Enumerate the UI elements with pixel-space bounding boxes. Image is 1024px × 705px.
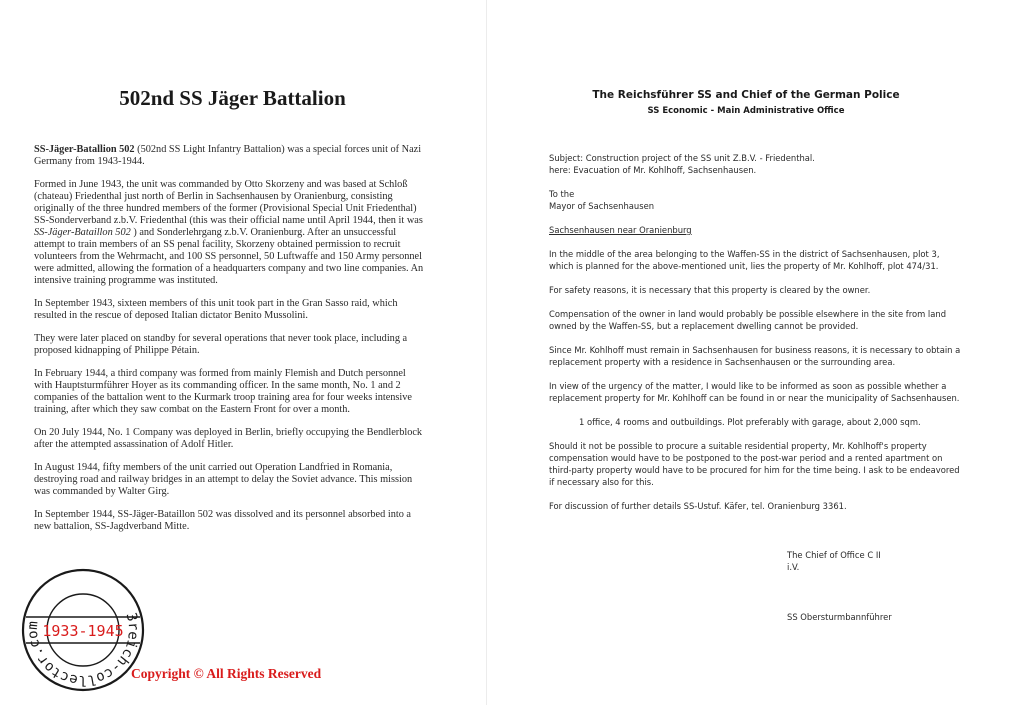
stamp-ring-text: 3reich-collector.com [24, 611, 142, 689]
letter-paragraph-2: For safety reasons, it is necessary that this property is cleared by the owner. [549, 285, 871, 295]
letterhead-subtitle: SS Economic - Main Administrative Office [647, 106, 845, 116]
letter-paragraph-6: Should it not be possible to procure a suitable residential property, Mr. Kohlhoff's property compensation would have to be postponed to the post-war period and a rented apartment on third-party property would have to be procured for him for the time being. I ask to be endeavored if necessary also for this. [549, 441, 960, 487]
letterhead-title: The Reichsführer SS and Chief of the German Police [592, 89, 900, 101]
left-page [0, 0, 486, 705]
letter-body [549, 152, 964, 524]
paragraph-third-company: In February 1944, a third company was formed from mainly Flemish and Dutch personnel with Hauptsturmführer Hoyer as its commanding officer. In the same month, No. 1 and 2 companies of the battalion went to the Kurmark troop training area for four weeks intensive training, after which they saw combat on the Eastern Front for over a month. [34, 368, 413, 415]
paragraph-dissolved: In September 1944, SS-Jäger-Bataillon 502 was dissolved and its personnel absorbed into a new battalion, SS-Jagdverband Mitte. [34, 509, 411, 532]
paragraph-landfried: In August 1944, fifty members of the unit carried out Operation Landfried in Romania, destroying road and railway bridges in an attempt to delay the Soviet advance. This mission was commanded by Walter Girg. [34, 462, 413, 497]
article-body [34, 144, 426, 544]
unit-name: SS-Jäger-Batallion 502 [34, 144, 135, 155]
page-title: 502nd SS Jäger Battalion [119, 86, 346, 110]
copyright-notice: Copyright © All Rights Reserved [131, 666, 322, 681]
paragraph-intro: SS-Jäger-Batallion 502 (502nd SS Light Infantry Battalion) was a special forces unit of Nazi Germany from 1943-1944. [34, 144, 422, 167]
letter-requirements: 1 office, 4 rooms and outbuildings. Plot preferably with garage, about 2,000 sqm. [579, 417, 921, 427]
paragraph-berlin: On 20 July 1944, No. 1 Company was deployed in Berlin, briefly occupying the Bendlerblock after the attempted assassination of Adolf Hitler. [34, 427, 423, 450]
letter-place: Sachsenhausen near Oranienburg [549, 225, 692, 235]
letter-paragraph-5: In view of the urgency of the matter, I would like to be informed as soon as possible whether a replacement property for Mr. Kohlhoff can be found in or near the municipality of Sachsenhausen. [549, 381, 960, 403]
letterhead [487, 89, 1005, 116]
stamp-years: 1933-1945 [42, 622, 124, 640]
collector-stamp-icon [20, 567, 146, 693]
paragraph-formation: Formed in June 1943, the unit was commanded by Otto Skorzeny and was based at Schloß (chateau) Friedenthal just north of Berlin in Sachsenhausen by Oranienburg, consisting originally of the three hundred members of the former (Provisional Special Unit Friedenthal) SS-Sonderverband z.b.V. Friedenthal (this was their official name until April 1944, then it was SS-Jäger-Bataillon 502 ) and Sonderlehrgang z.b.V. Oranienburg. After an unsuccessful attempt to train members of an SS penal facility, Skorzeny obtained permission to recruit volunteers from the Wehrmacht, and 100 SS personnel, 50 Luftwaffe and 150 Army personnel were admitted, allowing the formation of a headquarters company and two line companies. An intensive training programme was instituted. [34, 179, 424, 286]
right-page [486, 0, 1024, 705]
letter-subject: Subject: Construction project of the SS unit Z.B.V. - Friedenthal. here: Evacuation of Mr. Kohlhoff, Sachsenhausen. [549, 153, 815, 175]
paragraph-gran-sasso: In September 1943, sixteen members of this unit took part in the Gran Sasso raid, which resulted in the rescue of deposed Italian dictator Benito Mussolini. [34, 298, 398, 321]
letter-paragraph-1: In the middle of the area belonging to the Waffen-SS in the district of Sachsenhausen, plot 3, which is planned for the above-mentioned unit, lies the property of Mr. Kohlhoff, plot 474/31. [549, 249, 940, 271]
paragraph-standby: They were later placed on standby for several operations that never took place, including a proposed kidnapping of Philippe Pétain. [34, 333, 408, 356]
signature-rank: SS Obersturmbannführer [787, 612, 892, 622]
letter-paragraph-3: Compensation of the owner in land would probably be possible elsewhere in the site from land owned by the Waffen-SS, but a replacement dwelling cannot be provided. [549, 309, 947, 331]
signature-block: The Chief of Office C II i.V. [787, 550, 881, 572]
letter-paragraph-7: For discussion of further details SS-Ustuf. Käfer, tel. Oranienburg 3361. [549, 501, 847, 511]
letter-recipient: To the Mayor of Sachsenhausen [549, 189, 655, 211]
letter-paragraph-4: Since Mr. Kohlhoff must remain in Sachsenhausen for business reasons, it is necessary to obtain a replacement property with a residence in Sachsenhausen or the surrounding area. [549, 345, 961, 367]
